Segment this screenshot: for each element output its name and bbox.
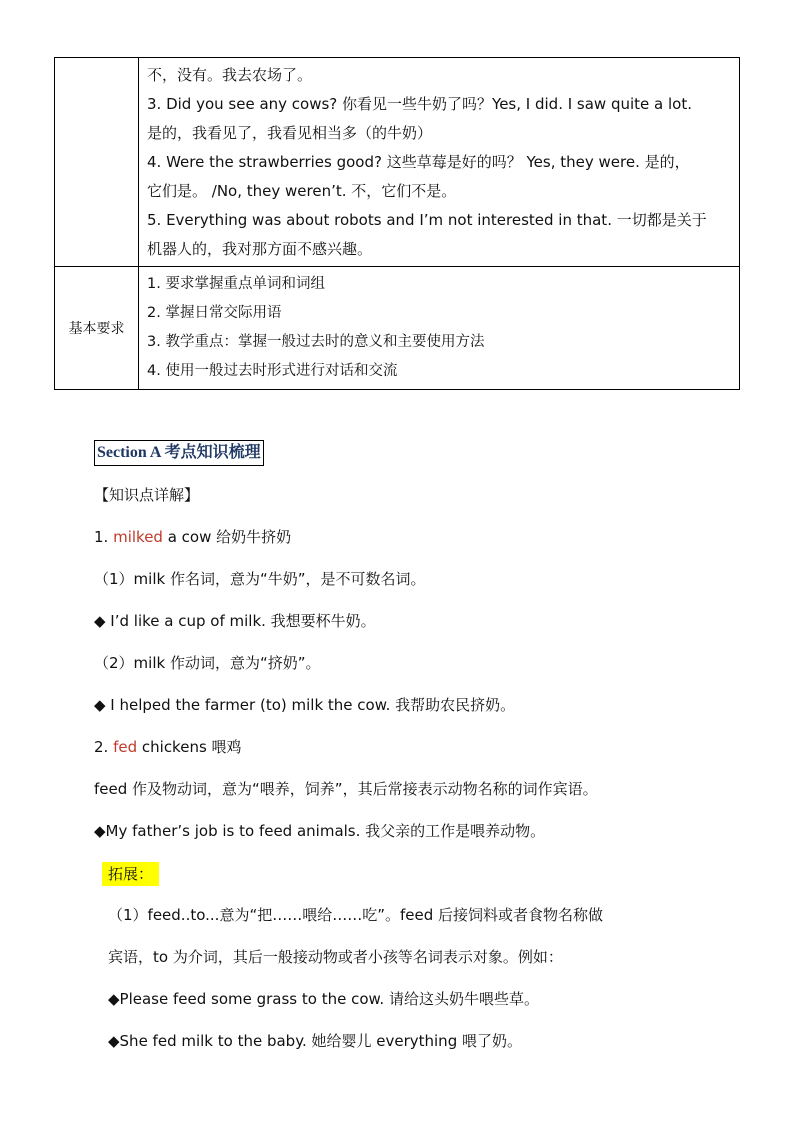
expand-line1: （1）feed..to...意为“把……喂给……吃”。feed 后接饲料或者食物名称做 — [108, 906, 604, 924]
item1-sub1: （1）milk 作名词，意为“牛奶”，是不可数名词。 — [94, 570, 426, 588]
requirement-item: 4. 使用一般过去时形式进行对话和交流 — [147, 363, 398, 379]
section-title: Section A 考点知识梳理 — [94, 440, 264, 466]
table-line: 机器人的，我对那方面不感兴趣。 — [147, 240, 373, 258]
expand-label: 拓展： — [102, 862, 159, 886]
requirement-item: 1. 要求掌握重点单词和词组 — [147, 276, 325, 292]
item1-keyword: milked — [113, 528, 163, 546]
requirement-item: 3. 教学重点：掌握一般过去时的意义和主要使用方法 — [147, 334, 485, 350]
item2-number: 2. — [94, 738, 114, 756]
row-label-empty — [55, 58, 139, 267]
item1-sub2: （2）milk 作动词，意为“挤奶”。 — [94, 654, 321, 672]
item2-title — [94, 737, 242, 757]
info-table — [54, 57, 740, 390]
item1-example2: ◆ I helped the farmer (to) milk the cow. 我帮助农民挤奶。 — [94, 696, 516, 714]
requirement-item: 2. 掌握日常交际用语 — [147, 305, 282, 321]
table-row — [55, 58, 740, 267]
knowledge-heading: 【知识点详解】 — [94, 486, 200, 504]
item1-number: 1. — [94, 528, 114, 546]
item2-phrase: chickens 喂鸡 — [137, 738, 242, 756]
table-line: 3. Did you see any cows? 你看见一些牛奶了吗？Yes, I did. I saw quite a lot. — [147, 95, 692, 113]
table-line: 它们是。 /No, they weren’t. 不，它们不是。 — [147, 182, 457, 200]
item1-phrase: a cow 给奶牛挤奶 — [162, 528, 292, 546]
item2-example1: ◆My father’s job is to feed animals. 我父亲的工作是喂养动物。 — [94, 822, 546, 840]
table-cell-requirements — [139, 267, 740, 390]
row-label-requirements: 基本要求 — [55, 267, 139, 390]
table-line: 是的，我看见了，我看见相当多（的牛奶） — [147, 124, 433, 142]
item1-title — [94, 527, 291, 547]
expand-line2: 宾语，to 为介词，其后一般接动物或者小孩等名词表示对象。例如： — [108, 948, 563, 966]
table-line: 4. Were the strawberries good? 这些草莓是好的吗？ Yes, they were. 是的， — [147, 153, 690, 171]
table-cell-dialogues — [139, 58, 740, 267]
item2-keyword: fed — [113, 738, 138, 756]
table-line: 不，没有。我去农场了。 — [147, 66, 313, 84]
expand-example1: ◆Please feed some grass to the cow. 请给这头奶牛喂些草。 — [108, 990, 539, 1008]
expand-example2: ◆She fed milk to the baby. 她给婴儿 everything 喂了奶。 — [108, 1032, 522, 1050]
item1-example1: ◆ I’d like a cup of milk. 我想要杯牛奶。 — [94, 612, 376, 630]
table-line: 5. Everything was about robots and I’m not interested in that. 一切都是关于 — [147, 211, 707, 229]
table-row — [55, 267, 740, 390]
item2-description: feed 作及物动词，意为“喂养，饲养”，其后常接表示动物名称的词作宾语。 — [94, 780, 598, 798]
